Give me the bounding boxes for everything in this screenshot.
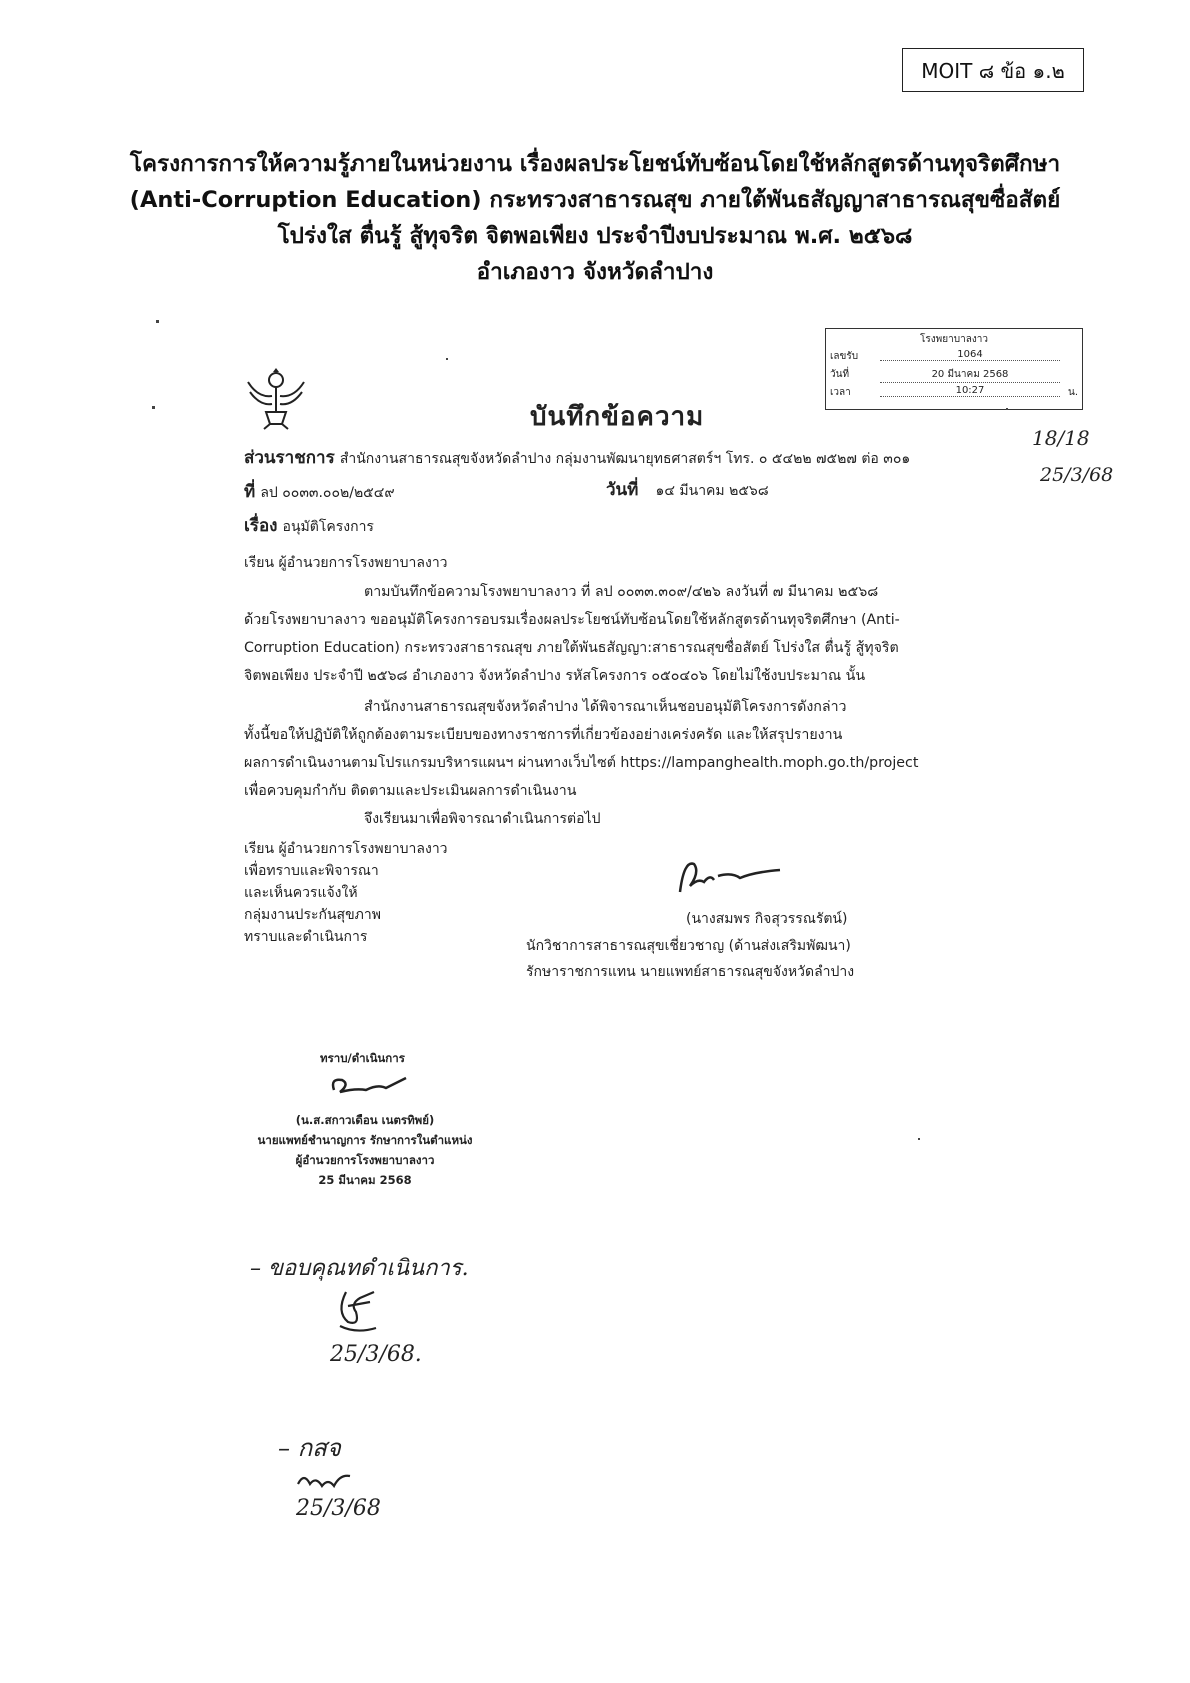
date-label: วันที่ — [606, 480, 639, 500]
para2-line: สำนักงานสาธารณสุขจังหวัดลำปาง ได้พิจารณาเห็นชอบอนุมัติโครงการดังกล่าว — [364, 699, 847, 715]
approval-office: ผู้อำนวยการโรงพยาบาลงาว — [295, 1153, 435, 1167]
date-line — [606, 476, 769, 503]
routing-line: เรียน ผู้อำนวยการโรงพยาบาลงาว — [244, 841, 448, 857]
subject-line — [244, 512, 374, 539]
receipt-number: 1064 — [880, 349, 1060, 361]
ref-number: ลป ๐๐๓๓.๐๐๒/๒๕๔๙ — [260, 485, 395, 501]
signer-title: นักวิชาการสาธารณสุขเชี่ยวชาญ (ด้านส่งเสริมพัฒนา) — [526, 938, 851, 954]
paragraph-1 — [244, 578, 1014, 690]
approval-date: 25 มีนาคม 2568 — [318, 1173, 412, 1187]
para1-line: ด้วยโรงพยาบาลงาว ขออนุมัติโครงการอบรมเรื่องผลประโยชน์ทับซ้อนโดยใช้หลักสูตรด้านทุจริตศึกษา (Anti- — [244, 612, 900, 628]
routing-line: เพื่อทราบและพิจารณา — [244, 863, 379, 879]
salutation: เรียน ผู้อำนวยการโรงพยาบาลงาว — [244, 555, 448, 571]
para1-line: Corruption Education) กระทรวงสาธารณสุข ภายใต้พันธสัญญา:สาธารณสุขซื่อสัตย์ โปร่งใส ตื่นรู้ สู้ทุจริต — [244, 640, 899, 656]
handwritten-note-1-date: 25/3/68. — [330, 1342, 422, 1367]
receipt-date-label: วันที่ — [830, 369, 850, 380]
para2-line: เพื่อควบคุมกำกับ ติดตามและประเมินผลการดำเนินงาน — [244, 783, 577, 799]
scan-speck — [156, 320, 159, 323]
closing-line: จึงเรียนมาเพื่อพิจารณาดำเนินการต่อไป — [364, 811, 601, 827]
routing-line: กลุ่มงานประกันสุขภาพ — [244, 907, 381, 923]
approval-name: (น.ส.สกาวเดือน เนตรทิพย์) — [295, 1113, 435, 1127]
handwritten-note-1: – ขอบคุณทดำเนินการ. — [250, 1256, 469, 1281]
agency-label: ส่วนราชการ — [244, 448, 335, 468]
memo-title: บันทึกข้อความ — [530, 402, 705, 432]
heading-line-4: อำเภองาว จังหวัดลำปาง — [476, 259, 714, 285]
routing-line: ทราบและดำเนินการ — [244, 929, 368, 945]
receipt-org: โรงพยาบาลงาว — [920, 334, 988, 345]
para2-line: ผลการดำเนินงานตามโปรแกรมบริหารแผนฯ ผ่านทางเว็บไซต์ https://lampanghealth.moph.go.th/project — [244, 755, 919, 771]
signature-1-icon — [670, 852, 820, 902]
subject-value: อนุมัติโครงการ — [282, 519, 374, 535]
receipt-date: 20 มีนาคม 2568 — [880, 367, 1060, 383]
scan-speck — [918, 1138, 920, 1140]
reference-tag: MOIT ๘ ข้อ ๑.๒ — [902, 48, 1084, 92]
receipt-number-label: เลขรับ — [830, 351, 859, 362]
scan-speck — [446, 358, 448, 360]
para1-line: ตามบันทึกข้อความโรงพยาบาลงาว ที่ ลป ๐๐๓๓.๓๐๙/๔๒๖ ลงวันที่ ๗ มีนาคม ๒๕๖๘ — [364, 584, 879, 600]
routing-line: และเห็นควรแจ้งให้ — [244, 885, 358, 901]
heading-line-1: โครงการการให้ความรู้ภายในหน่วยงาน เรื่องผลประโยชน์ทับซ้อนโดยใช้หลักสูตรด้านทุจริตศึกษา — [129, 151, 1061, 177]
scan-speck — [1006, 408, 1008, 410]
ref-label: ที่ — [244, 482, 256, 502]
margin-date: 25/3/68 — [1040, 464, 1114, 486]
approval-action: ทราบ/ดำเนินการ — [320, 1051, 405, 1065]
handwritten-signature-icon — [294, 1466, 354, 1496]
receipt-time: 10:27 — [880, 385, 1060, 397]
paragraph-2 — [244, 693, 1014, 805]
para2-line: ทั้งนี้ขอให้ปฏิบัติให้ถูกต้องตามระเบียบของทางราชการที่เกี่ยวข้องอย่างเคร่งครัด และให้สรุปรายงาน — [244, 727, 843, 743]
memo-date: ๑๔ มีนาคม ๒๕๖๘ — [655, 483, 769, 499]
receipt-time-label: เวลา — [830, 387, 851, 398]
garuda-emblem-icon — [244, 368, 308, 430]
receipt-stamp — [825, 328, 1083, 410]
agency-value: สำนักงานสาธารณสุขจังหวัดลำปาง กลุ่มงานพัฒนายุทธศาสตร์ฯ โทร. ๐ ๕๔๒๒ ๗๕๒๗ ต่อ ๓๐๑ — [339, 451, 911, 467]
receipt-time-unit: น. — [1067, 387, 1078, 398]
heading-line-2: (Anti-Corruption Education) กระทรวงสาธารณสุข ภายใต้พันธสัญญาสาธารณสุขซื่อสัตย์ — [129, 187, 1061, 213]
approval-position: นายแพทย์ชำนาญการ รักษาการในตำแหน่ง — [257, 1133, 473, 1147]
handwritten-note-2: – กสจ — [278, 1434, 341, 1462]
agency-line — [244, 444, 910, 471]
margin-number: 18/18 — [1032, 426, 1090, 450]
routing-note — [244, 838, 448, 948]
scan-speck — [152, 406, 155, 409]
handwritten-initial-icon — [326, 1282, 386, 1342]
signature-2-icon — [326, 1070, 426, 1104]
signer-role: รักษาราชการแทน นายแพทย์สาธารณสุขจังหวัดลำปาง — [526, 964, 855, 980]
para1-line: จิตพอเพียง ประจำปี ๒๕๖๘ อำเภองาว จังหวัดลำปาง รหัสโครงการ ๐๕๐๔๐๖ โดยไม่ใช้งบประมาณ นั้น — [244, 668, 866, 684]
heading-line-3: โปร่งใส ตื่นรู้ สู้ทุจริต จิตพอเพียง ประจำปีงบประมาณ พ.ศ. ๒๕๖๘ — [277, 223, 913, 249]
ref-line — [244, 478, 395, 505]
subject-label: เรื่อง — [244, 516, 278, 536]
signer-name: (นางสมพร กิจสุวรรณรัตน์) — [686, 911, 848, 927]
handwritten-note-2-date: 25/3/68 — [296, 1496, 381, 1521]
